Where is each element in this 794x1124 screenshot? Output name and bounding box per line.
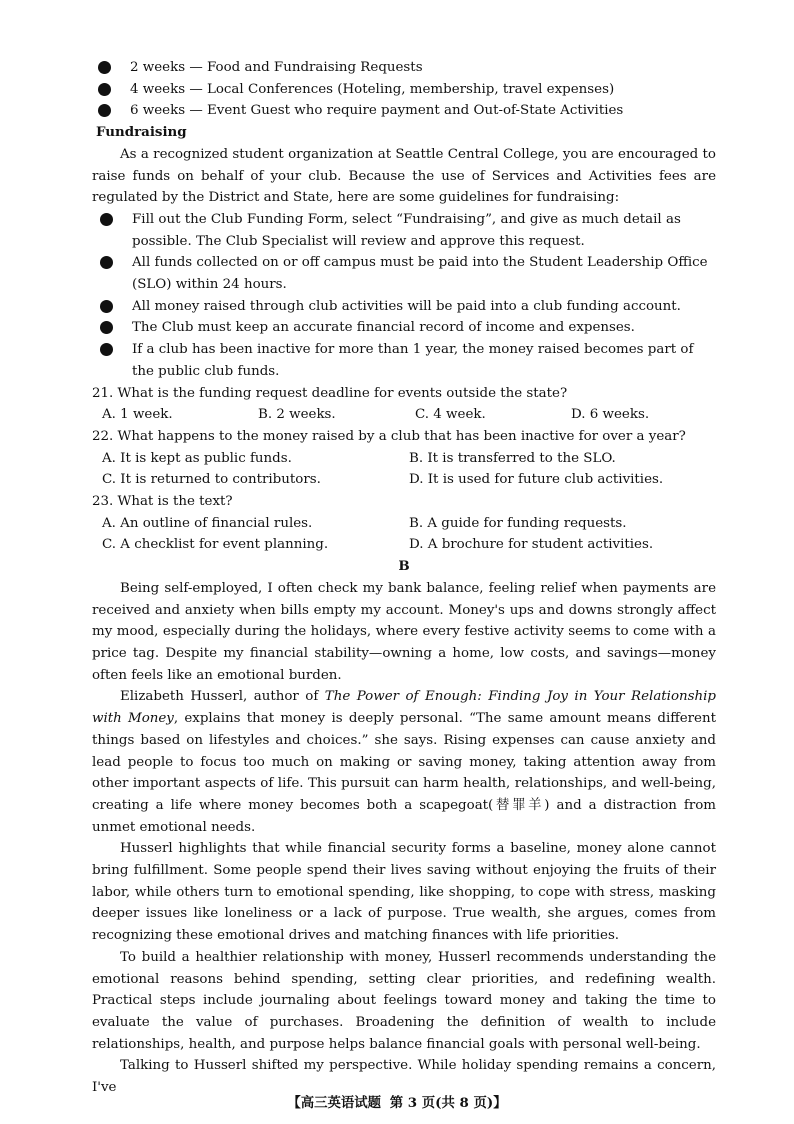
question-stem: 23. What is the text? [92,494,233,510]
bullet-icon [98,317,132,339]
paragraph-text: Elizabeth Husserl, author of [120,689,325,705]
passage-paragraph [92,686,716,838]
page-footer [0,1092,794,1111]
option-b[interactable]: B. 2 weeks. [258,407,336,423]
deadline-text: 4 weeks — Local Conferences (Hoteling, membership, travel expenses) [130,81,615,97]
option-a[interactable]: A. An outline of financial rules. [102,515,313,531]
passage-paragraph: Talking to Husserl shifted my perspective. While holiday spending remains a concern, I've [92,1058,716,1096]
bullet-icon [96,57,130,79]
answer-options [92,404,716,426]
option-b[interactable]: B. A guide for funding requests. [409,515,627,531]
fundraising-intro: As a recognized student organization at Seattle Central College, you are encouraged to raise funds on behalf of your club. Because the use of Services and Activities fees are regulated by the District and State, here are some guidelines for fundraising: [92,146,716,206]
rule-item [98,317,716,339]
fundraising-heading: Fundraising [96,124,187,141]
passage-paragraph: Being self-employed, I often check my bank balance, feeling relief when payments are received and anxiety when bills empty my account. Money's ups and downs strongly affect my mood, especially during the holidays, where every festive activity seems to come with a price tag. Despite my financial stability—owning a home, low costs, and savings—money often feels like an emotional burden. [92,580,716,683]
option-a[interactable]: A. It is kept as public funds. [102,450,292,466]
bullet-icon [96,100,130,122]
deadline-text: 2 weeks — Food and Fundraising Requests [130,60,423,75]
question-22 [92,426,716,491]
option-c[interactable]: C. 4 week. [415,407,486,423]
deadline-item [92,57,716,79]
bullet-icon [96,79,130,101]
deadline-item [92,79,716,101]
deadline-item [92,100,716,122]
rule-text: Fill out the Club Funding Form, select “Fundraising”, and give as much detail as possible. The Club Specialist will review and approve this request. [132,211,681,249]
answer-options [92,448,716,491]
rule-item [98,339,716,382]
question-23 [92,491,716,556]
paragraph-text: , explains that money is deeply personal. “The same amount means different things based on lifestyles and choices.” she says. Rising expenses can cause anxiety and lead people to focus too much on making or saving money, taking attention away from other important aspects of life. This pursuit can harm health, relationships, and well-being, creating a life where money becomes both a scapegoat(替罪羊) and a distraction from unmet emotional needs. [92,711,716,835]
question-21 [92,383,716,426]
answer-options [92,513,716,556]
rule-text: The Club must keep an accurate financial record of income and expenses. [132,320,635,336]
bullet-icon [98,252,132,274]
passage-paragraph: Husserl highlights that while financial security forms a baseline, money alone cannot bring fulfillment. Some people spend their lives saving without enjoying the fruits of their labor, while others turn to emotional spending, like shopping, to cope with stress, masking deeper issues like loneliness or a lack of purpose. True wealth, she argues, comes from recognizing these emotional drives and matching finances with life priorities. [92,841,716,944]
rule-item [98,209,716,252]
option-c[interactable]: C. It is returned to contributors. [102,472,321,488]
rule-item [98,296,716,318]
book-title: The Power of Enough: Finding Joy in Your Relationship with Money [92,689,716,727]
passage-b-label: B [398,558,410,575]
bullet-icon [98,296,132,318]
fundraising-rules [92,209,716,383]
option-a[interactable]: A. 1 week. [102,407,173,423]
bullet-icon [98,339,132,361]
deadline-list [92,57,716,122]
footer-exam-title: 【高三英语试题 [287,1095,382,1111]
rule-item [98,252,716,295]
question-stem: 22. What happens to the money raised by a club that has been inactive for over a year? [92,428,686,444]
passage-paragraph: To build a healthier relationship with money, Husserl recommends understanding the emotional reasons behind spending, setting clear priorities, and redefining wealth. Practical steps include journaling about feelings toward money and taking the time to evaluate the value of purchases. Broadening the definition of wealth to include relationships, health, and purpose helps balance financial goals with personal well-being. [92,949,716,1052]
option-d[interactable]: D. 6 weeks. [571,407,650,423]
option-c[interactable]: C. A checklist for event planning. [102,537,329,553]
bullet-icon [98,209,132,231]
option-b[interactable]: B. It is transferred to the SLO. [409,450,616,466]
question-stem: 21. What is the funding request deadline for events outside the state? [92,385,568,401]
rule-text: All funds collected on or off campus must be paid into the Student Leadership Office (SLO) within 24 hours. [132,255,708,293]
deadline-text: 6 weeks — Event Guest who require payment and Out-of-State Activities [130,103,624,119]
option-d[interactable]: D. A brochure for student activities. [409,537,654,553]
footer-page-number: 第 3 页(共 8 页)】 [389,1095,507,1111]
rule-text: If a club has been inactive for more than 1 year, the money raised becomes part of the public club funds. [132,342,694,379]
option-d[interactable]: D. It is used for future club activities. [409,472,664,488]
rule-text: All money raised through club activities will be paid into a club funding account. [132,298,681,314]
